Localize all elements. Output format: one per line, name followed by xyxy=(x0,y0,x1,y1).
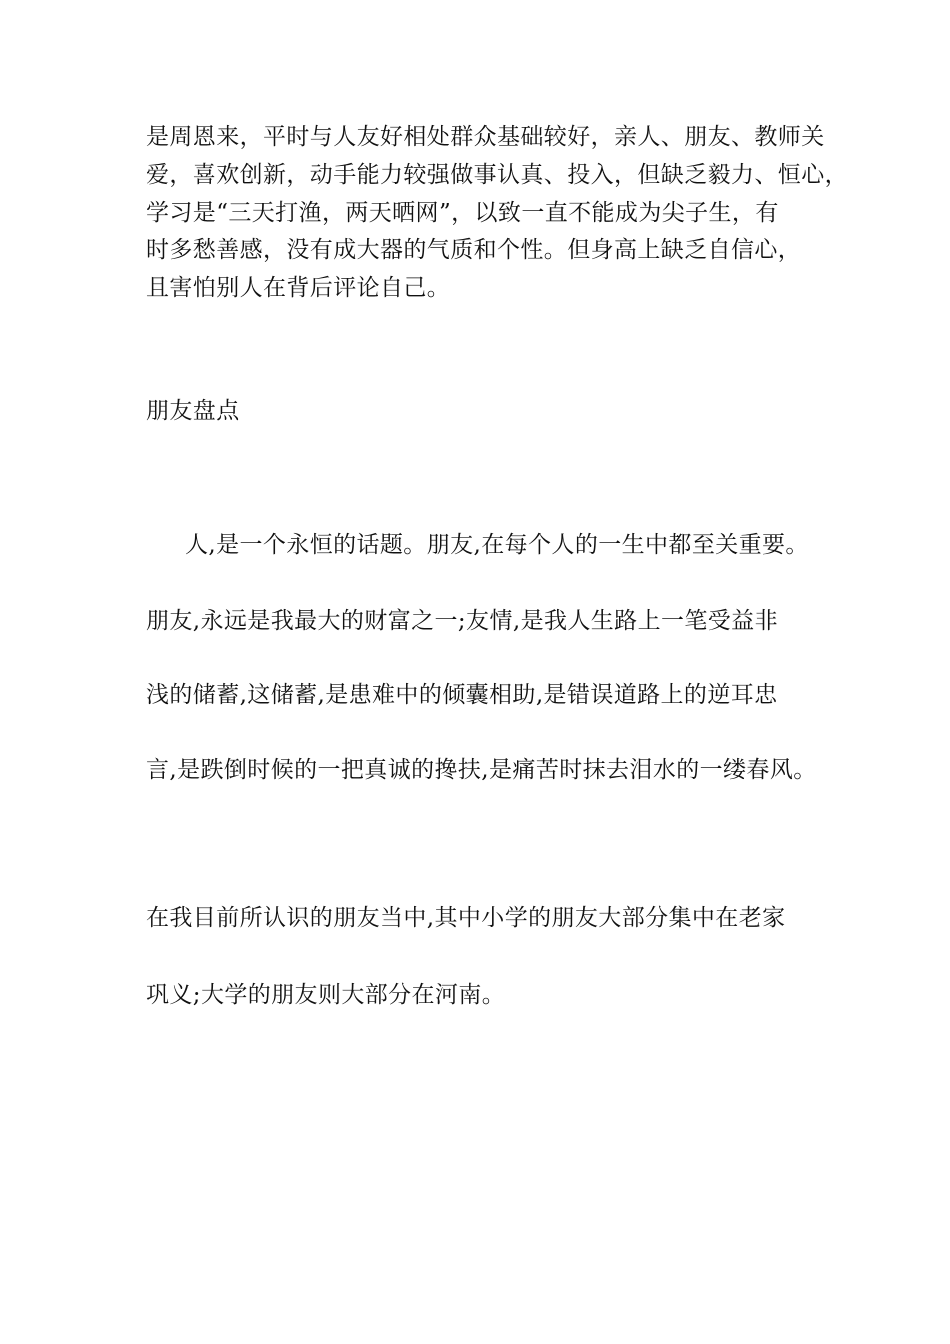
intro-line-1: 是周恩来，平时与人友好相处群众基础较好，亲人、朋友、教师关 xyxy=(146,124,825,150)
intro-line-4: 时多愁善感，没有成大器的气质和个性。但身高上缺乏自信心， xyxy=(146,237,802,263)
paragraph2-line-1: 在我目前所认识的朋友当中,其中小学的朋友大部分集中在老家 xyxy=(146,905,786,931)
paragraph1-line-4: 言,是跌倒时候的一把真诚的搀扶,是痛苦时抹去泪水的一缕春风。 xyxy=(146,757,817,783)
section-heading: 朋友盘点 xyxy=(146,398,240,424)
intro-line-3: 学习是“三天打渔，两天晒网”，以致一直不能成为尖子生，有 xyxy=(146,200,779,226)
intro-line-2: 爱，喜欢创新，动手能力较强做事认真、投入，但缺乏毅力、恒心， xyxy=(146,162,848,188)
paragraph2-line-2: 巩义;大学的朋友则大部分在河南。 xyxy=(146,982,506,1008)
paragraph1-line-3: 浅的储蓄,这储蓄,是患难中的倾囊相助,是错误道路上的逆耳忠 xyxy=(146,682,778,708)
paragraph1-line-1: 人,是一个永恒的话题。朋友,在每个人的一生中都至关重要。 xyxy=(185,532,809,558)
intro-line-5: 且害怕别人在背后评论自己。 xyxy=(146,275,451,301)
paragraph1-line-2: 朋友,永远是我最大的财富之一;友情,是我人生路上一笔受益非 xyxy=(146,608,778,634)
